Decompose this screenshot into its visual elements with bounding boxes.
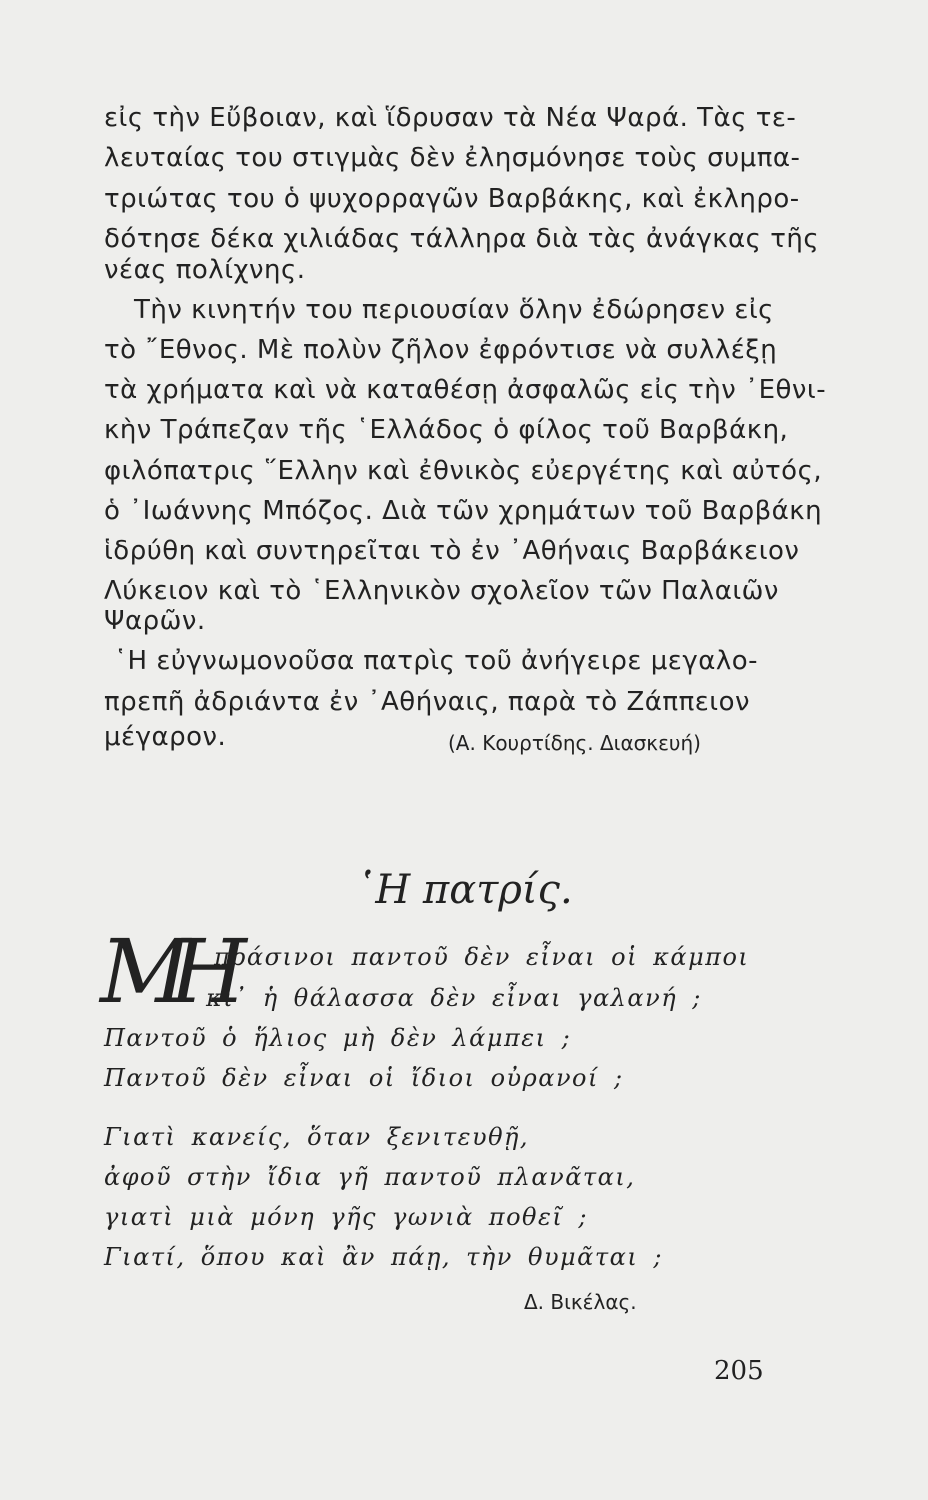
poem-line: Παντοῦ ὁ ἥλιος μὴ δὲν λάμπει ; [104,1024,572,1052]
poem-line: γιατὶ μιὰ μόνη γῆς γωνιὰ ποθεῖ ; [104,1203,588,1231]
poem-line: κι᾿ ἡ θάλασσα δὲν εἶναι γαλανή ; [206,984,702,1012]
page-number: 205 [714,1356,764,1386]
prose-line: τριώτας του ὁ ψυχορραγῶν Βαρβάκης, καὶ ἐκληρο- [104,184,800,214]
prose-line: λευταίας του στιγμὰς δὲν ἐλησμόνησε τοὺς συμπα- [104,143,801,173]
poem-author: Δ. Βικέλας. [524,1290,637,1314]
prose-line: κὴν Τράπεζαν τῆς ῾Ελλάδος ὁ φίλος τοῦ Βαρβάκη, [104,415,789,445]
prose-line: φιλόπατρις ῞Ελλην καὶ ἐθνικὸς εὐεργέτης καὶ αὐτός, [104,456,823,486]
prose-line: νέας πολίχνης. [104,255,306,285]
prose-line: πρεπῆ ἀδριάντα ἐν ᾿Αθήναις, παρὰ τὸ Ζάππειον [104,687,750,717]
prose-line: τὸ ῎Εθνος. Μὲ πολὺν ζῆλον ἐφρόντισε νὰ συλλέξῃ [104,335,778,365]
poem-line: Γιατὶ κανείς, ὅταν ξενιτευθῇ, [104,1123,530,1151]
prose-line: Λύκειον καὶ τὸ ῾Ελληνικὸν σχολεῖον τῶν Παλαιῶν [104,576,779,606]
poem-line: Παντοῦ δὲν εἶναι οἱ ἴδιοι οὐρανοί ; [104,1064,624,1092]
prose-attribution: (Α. Κουρτίδης. Διασκευή) [448,731,701,755]
prose-line: τὰ χρήματα καὶ νὰ καταθέσῃ ἀσφαλῶς εἰς τὴν ᾿Εθνι- [104,375,827,405]
poem-line: πράσινοι παντοῦ δὲν εἶναι οἱ κάμποι [214,943,750,971]
poem-line: Γιατί, ὅπου καὶ ἂν πάῃ, τὴν θυμᾶται ; [104,1243,663,1271]
prose-line: εἰς τὴν Εὔβοιαν, καὶ ἵδρυσαν τὰ Νέα Ψαρά. Τὰς τε- [104,103,797,133]
poem-title: ῾Η πατρίς. [355,867,573,913]
prose-line: Ψαρῶν. [104,606,206,636]
prose-line: ῾Η εὐγνωμονοῦσα πατρὶς τοῦ ἀνήγειρε μεγαλο- [114,646,759,676]
prose-line: ὁ ᾿Ιωάννης Μπόζος. Διὰ τῶν χρημάτων τοῦ Βαρβάκη [104,496,823,526]
prose-line: μέγαρον. [104,722,227,752]
poem-line: ἀφοῦ στὴν ἴδια γῆ παντοῦ πλανᾶται, [104,1163,636,1191]
prose-line: ἱδρύθη καὶ συντηρεῖται τὸ ἐν ᾿Αθήναις Βαρβάκειον [104,536,800,566]
prose-line: Τὴν κινητήν του περιουσίαν ὅλην ἐδώρησεν εἰς [134,295,774,325]
drop-cap: ΜΗ [100,920,227,1023]
prose-line: δότησε δέκα χιλιάδας τάλληρα διὰ τὰς ἀνάγκας τῆς [104,224,820,254]
